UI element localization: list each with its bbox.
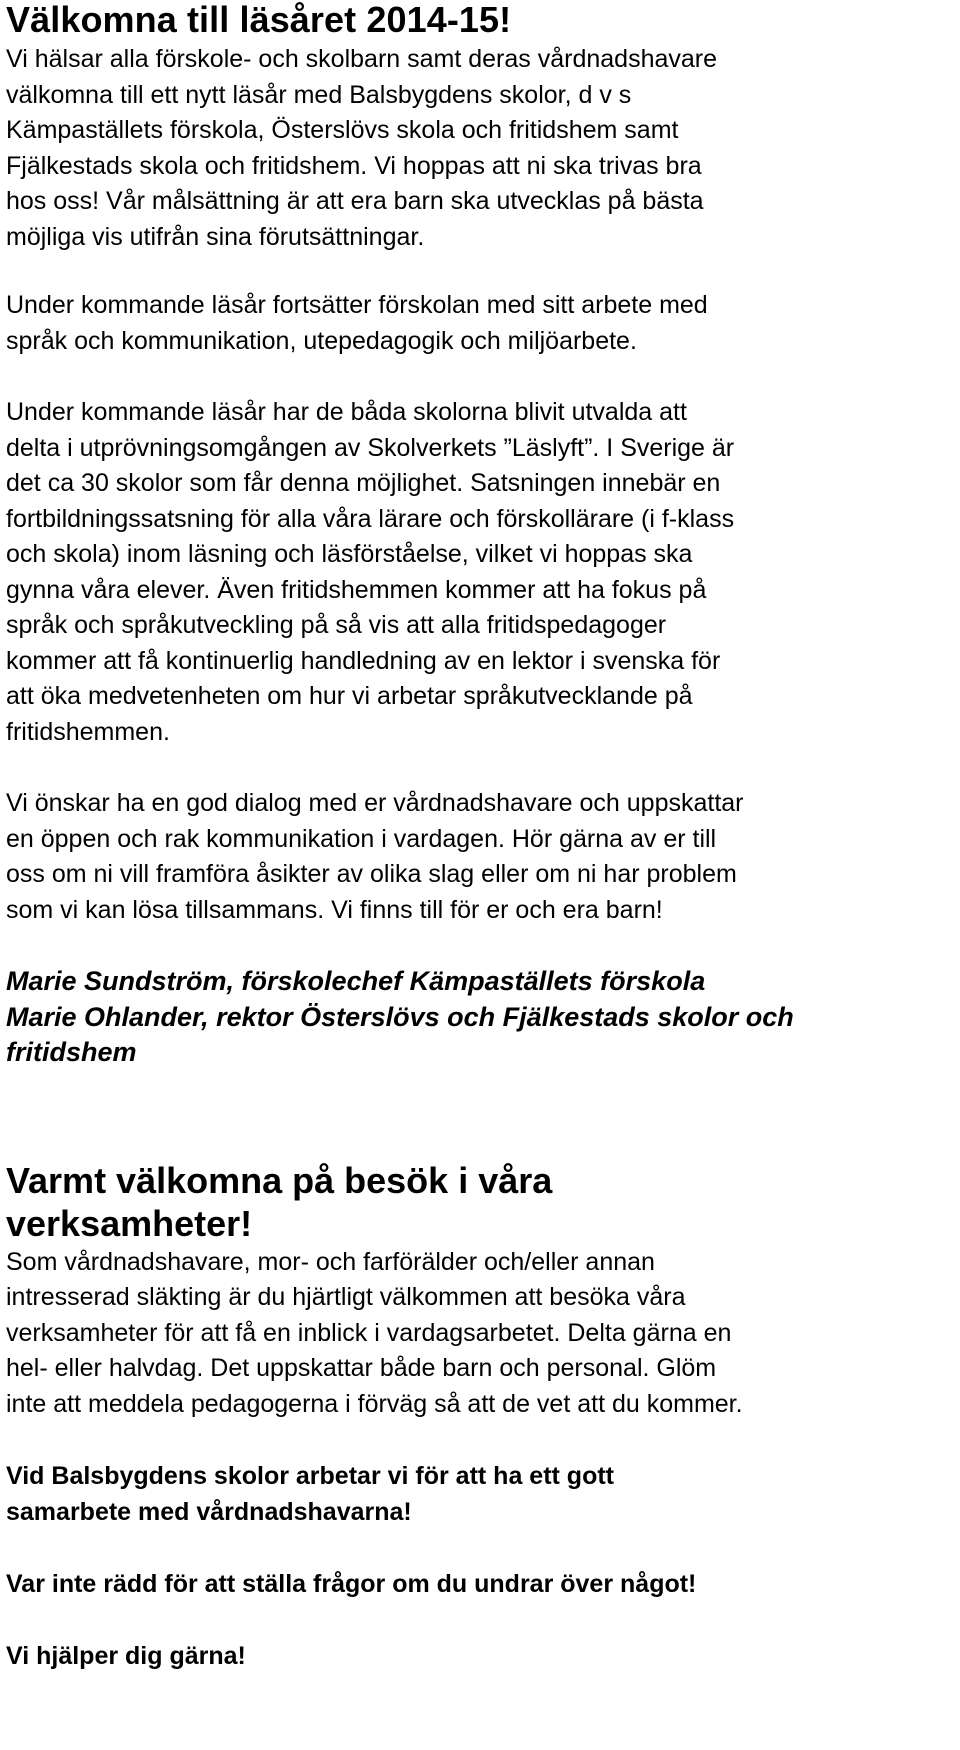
lasslyft-paragraph: Under kommande läsår har de båda skolorna blivit utvalda att delta i utprövningsomgången av Skolverkets ”Läslyft”. I Sverige är det ca 30 skolor som får denna möjlighet. Satsningen innebär en fortbildningssatsning för alla våra lärare och förskollärare (i f-klass och skola) inom läsning och läsförståelse, vilket vi hoppas ska gynna våra elever. Även fritidshemmen kommer att ha fokus på språk och språkutveckling på så vis att alla fritidspedagoger kommer att få kontinuerlig handledning av en lektor i svenska för att öka medvetenheten om hur vi arbetar språkutvecklande på fritidshemmen.: [6, 398, 735, 746]
help-statement: Vi hjälper dig gärna!: [6, 1641, 246, 1670]
visit-paragraph: Som vårdnadshavare, mor- och farförälder och/eller annan intresserad släkting är du hjärtligt välkommen att besöka våra verksamheter för att få en inblick i vardagsarbetet. Delta gärna en hel- eller halvdag. Det uppskattar både barn och personal. Glöm inte att meddela pedagogerna i förväg så att de vet att du kommer.: [6, 1247, 743, 1418]
dialog-paragraph: Vi önskar ha en god dialog med er vårdnadshavare och uppskattar en öppen och rak kommunikation i vardagen. Hör gärna av er till oss om ni vill framföra åsikter av olika slag eller om ni har problem som vi kan lösa tillsammans. Vi finns till för er och era barn!: [6, 789, 744, 924]
signature-block: Marie Sundström, förskolechef Kämpaställets förskola Marie Ohlander, rektor Österslövs och Fjälkestads skolor och fritidshem: [6, 966, 794, 1067]
visit-heading: Varmt välkomna på besök i våra verksamheter!: [6, 1159, 553, 1244]
document-page: [6, 0, 956, 1674]
cooperation-statement: Vid Balsbygdens skolor arbetar vi för att ha ett gott samarbete med vårdnadshavarna!: [6, 1462, 614, 1526]
questions-statement: Var inte rädd för att ställa frågor om du undrar över något!: [6, 1570, 697, 1598]
preschool-paragraph: Under kommande läsår fortsätter förskolan med sitt arbete med språk och kommunikation, utepedagogik och miljöarbete.: [6, 291, 708, 355]
page-title: Välkomna till läsåret 2014-15!: [6, 0, 512, 40]
welcome-paragraph: Vi hälsar alla förskole- och skolbarn samt deras vårdnadshavare välkomna till ett nytt läsår med Balsbygdens skolor, d v s Kämpaställets förskola, Österslövs skola och fritidshem samt Fjälkestads skola och fritidshem. Vi hoppas att ni ska trivas bra hos oss! Vår målsättning är att era barn ska utvecklas på bästa möjliga vis utifrån sina förutsättningar.: [6, 45, 718, 251]
